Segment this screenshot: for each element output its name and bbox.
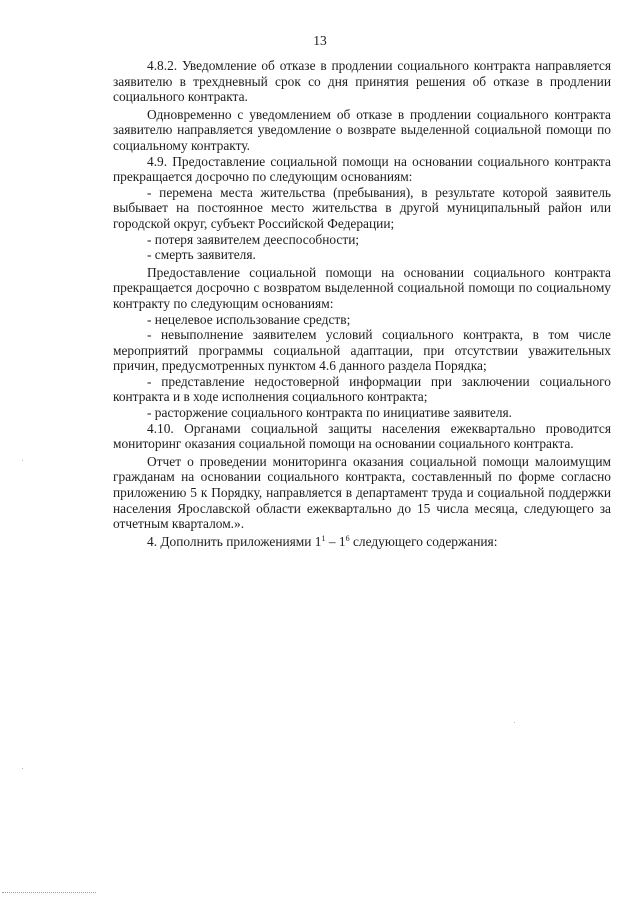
list-item-false-info: - представление недостоверной информации при заключении социального контракта и в ходе исполнения социального контракта;: [113, 373, 611, 405]
scan-speck: [22, 460, 23, 461]
scan-artifact-line: [2, 892, 96, 893]
document-body: [113, 58, 611, 549]
paragraph-refund-notice: Одновременно с уведомлением об отказе в продлении социального контракта заявителю направляется уведомление о возврате выделенной социальной помощи по социальному контракту.: [113, 106, 611, 153]
appendix-sup-to: 6: [345, 533, 350, 543]
list-item-capacity-loss: - потеря заявителем дееспособности;: [147, 231, 360, 247]
list-item-residence-change: - перемена места жительства (пребывания), в результате которой заявитель выбывает на постоянное место жительства в другой муниципальный район или городской округ, субъект Российской Федерации;: [113, 184, 611, 231]
paragraph-termination-with-refund: Предоставление социальной помощи на основании социального контракта прекращается досрочно с возвратом выделенной социальной помощи по социальному контракту по следующим основаниям:: [113, 264, 611, 311]
paragraph-monitoring-report: Отчет о проведении мониторинга оказания социальной помощи малоимущим гражданам на основании социального контракта, составленный по форме согласно приложению 5 к Порядку, направляется в департамент труда и социальной поддержки населения Ярославской области ежеквартально до 15 числа месяца, следующего за отчетным кварталом.».: [113, 453, 611, 532]
list-item-misuse: - нецелевое использование средств;: [147, 311, 351, 327]
appendix-dash: – 1: [325, 533, 346, 549]
paragraph-4-9: 4.9. Предоставление социальной помощи на основании социального контракта прекращается досрочно по следующим основаниям:: [113, 153, 611, 185]
scan-speck: [514, 722, 515, 723]
appendix-prefix: 4. Дополнить приложениями 1: [147, 533, 322, 549]
scan-speck: [22, 768, 23, 769]
paragraph-4-10: 4.10. Органами социальной защиты населения ежеквартально проводится мониторинг оказания социальной помощи на основании социального контракта.: [113, 420, 611, 452]
appendix-sup-from: 1: [321, 533, 326, 543]
paragraph-4-8-2: 4.8.2. Уведомление об отказе в продлении социального контракта направляется заявителю в трехдневный срок со дня принятия решения об отказе в продлении социального контракта.: [113, 58, 611, 105]
list-item-death: - смерть заявителя.: [147, 247, 256, 263]
appendix-suffix: следующего содержания:: [349, 533, 498, 549]
list-item-non-fulfillment: - невыполнение заявителем условий социального контракта, в том числе мероприятий программы социальной адаптации, при отсутствии уважительных причин, предусмотренных пунктом 4.6 данного раздела Порядка;: [113, 327, 611, 374]
list-item-termination-initiative: - расторжение социального контракта по инициативе заявителя.: [147, 405, 513, 421]
paragraph-add-appendices: [113, 534, 611, 550]
page-number: 13: [313, 33, 327, 48]
